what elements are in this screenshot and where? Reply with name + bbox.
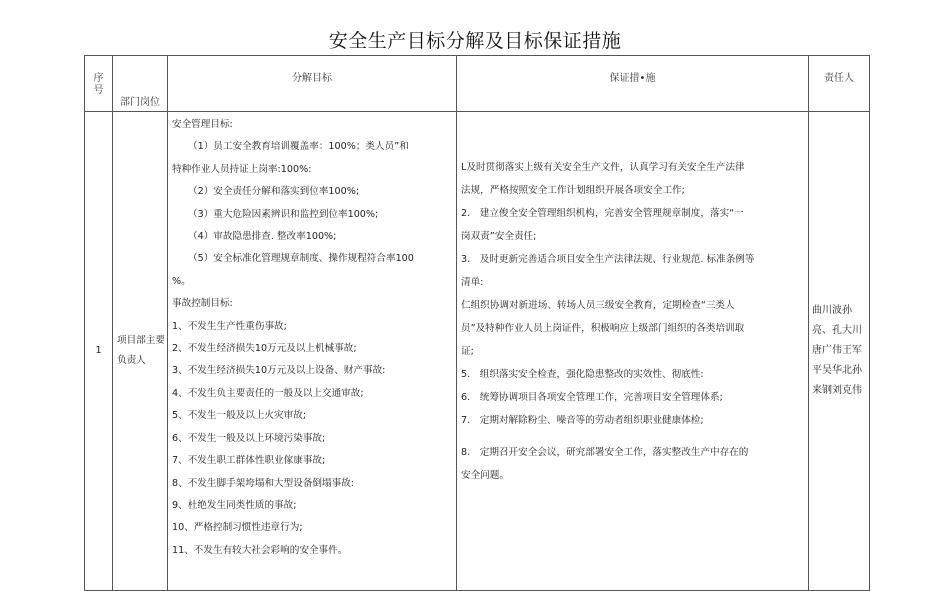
measure-line: 安全问题。 bbox=[461, 470, 509, 481]
goal-line: （1）员工安全教育培训覆盖率：100%；类人员”和 bbox=[188, 141, 409, 153]
goal-line: 2、不发生经济损失10万元及以上机械事故; bbox=[172, 343, 357, 355]
goal-line: 9、杜绝发生同类性质的事故; bbox=[172, 499, 297, 511]
goal-line: （2）安全责任分解和落实到位率100%; bbox=[188, 186, 360, 198]
measure-line: 证; bbox=[461, 346, 474, 357]
header-dept: 部门岗位 bbox=[113, 56, 168, 112]
measure-line: 2. 建立俊全安全管理组织机构，完善安全管理规章制度，落实“一 bbox=[461, 208, 744, 219]
row-seq: 1 bbox=[85, 112, 113, 591]
table-header-row bbox=[85, 56, 870, 112]
goal-line: 事故控制目标: bbox=[172, 298, 233, 310]
table-row bbox=[85, 112, 870, 591]
goal-line: 11、不发生有较大社会彩响的安全事件。 bbox=[172, 544, 348, 556]
row-dept: 项目部主要负责人 bbox=[113, 112, 168, 591]
header-seq-line1: 序 bbox=[93, 72, 104, 84]
page-title: 安全生产目标分解及目标保证措施 bbox=[328, 30, 622, 52]
goal-line: %。 bbox=[172, 275, 191, 287]
goal-line: 7、不发生职工群体性职业傢康事故; bbox=[172, 455, 326, 467]
goal-line: 6、不发生一般及以上环境污染事故; bbox=[172, 432, 326, 444]
header-goals: 分解目标 bbox=[168, 56, 457, 112]
row-responsible: 曲川波孙亮、孔大川唐广伟王军平吴华北孙来钢刘克伟 bbox=[809, 112, 870, 591]
goal-line: （3）重大危险因素辨识和监控到位率100%; bbox=[188, 208, 379, 220]
goal-line: 1、不发生生产性重伤事故; bbox=[172, 320, 287, 332]
measure-line: 员”及特种作业人员上岗证件，积极响应上级部门组织的各类培训取 bbox=[461, 323, 745, 334]
goal-line: 8、不发生脚手架垮塌和大型设备倒塌事故: bbox=[172, 477, 355, 489]
goal-line: 特种作业人员持证上岗率:100%: bbox=[172, 163, 312, 175]
measure-line: 3. 及时更新完善适合项目安全生产法律法规、行业规范. 标准条例等 bbox=[461, 254, 755, 265]
row-goals bbox=[168, 112, 457, 591]
measure-line: 清单: bbox=[461, 277, 484, 288]
measure-line: 法规，严格按照安全工作计划组织开展各项安全工作; bbox=[461, 185, 685, 196]
goal-line: （4）审故隐患排查. 整改率100%; bbox=[188, 231, 337, 243]
measure-line: 7. 定期对解除粉尘、噪音等的劳动者组织职业健康体检; bbox=[461, 415, 704, 426]
measure-line: L及时贯彻落实上级有关安全生产文件，认真学习有关安全生产法律 bbox=[461, 162, 745, 173]
safety-goals-table bbox=[84, 55, 870, 591]
header-responsible: 责任人 bbox=[809, 56, 870, 112]
goal-line: 安全管理目标: bbox=[172, 119, 233, 130]
measure-line: 8. 定期召开安全会议，研究部署安全工作，落实整改生产中存在的 bbox=[461, 447, 749, 458]
measure-line: 仁组织协调对新进场、转场人员三级安全教育，定期检查“三类人 bbox=[461, 300, 735, 311]
measure-line: 岗双责”安全责任; bbox=[461, 231, 537, 242]
header-seq bbox=[85, 56, 113, 112]
goal-line: （5）安全标准化管理规章制度、操作规程符合率100 bbox=[188, 253, 414, 265]
goal-line: 10、严格控制习惯性违章行为; bbox=[172, 522, 303, 534]
measure-line: 5. 组织落实安全检查，强化隐患整改的实效性、彻底性: bbox=[461, 369, 704, 380]
goal-line: 4、不发生负主要责任的一般及以上交通审故; bbox=[172, 387, 364, 399]
header-seq-line2: 号 bbox=[93, 84, 104, 96]
row-measures bbox=[457, 112, 809, 591]
measure-line: 6. 统筹协调项目各项安全管理工作，完善项目安全管理体系; bbox=[461, 392, 723, 403]
header-measures: 保证措•施 bbox=[457, 56, 809, 112]
goal-line: 3、不发生经济损失10万元及以上设备、财产事故: bbox=[172, 365, 386, 377]
goal-line: 5、不发生一般及以上火灾审故; bbox=[172, 410, 307, 422]
